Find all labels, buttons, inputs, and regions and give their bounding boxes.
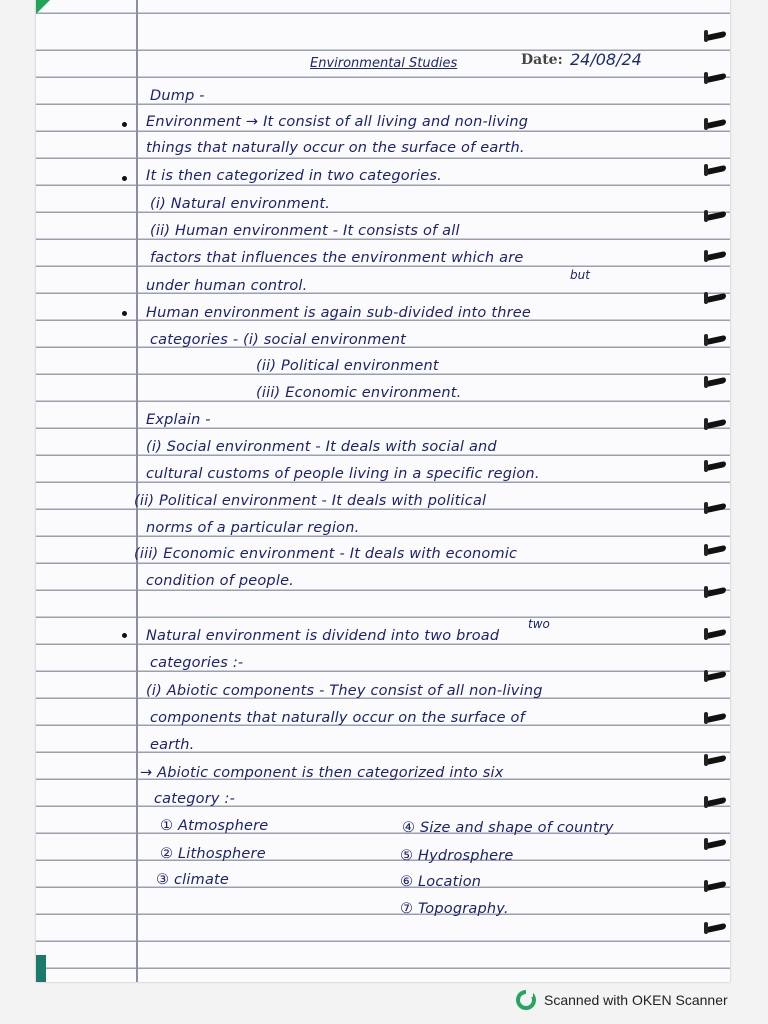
spiral-ring-icon bbox=[704, 30, 726, 42]
note-line: under human control. bbox=[146, 278, 308, 294]
note-line: (i) Social environment - It deals with social and bbox=[146, 439, 497, 455]
spiral-ring-icon bbox=[704, 754, 726, 766]
spiral-ring-icon bbox=[704, 796, 726, 808]
spiral-ring-icon bbox=[704, 334, 726, 346]
note-line: norms of a particular region. bbox=[146, 520, 360, 536]
note-line: condition of people. bbox=[146, 573, 294, 589]
note-line: Human environment is again sub-divided into three bbox=[146, 305, 531, 321]
spiral-ring-icon bbox=[704, 712, 726, 724]
spiral-ring-icon bbox=[704, 292, 726, 304]
spiral-ring-icon bbox=[704, 118, 726, 130]
category-item: ③ climate bbox=[156, 872, 230, 888]
category-item: ⑦ Topography. bbox=[400, 901, 509, 917]
category-item: ② Lithosphere bbox=[160, 846, 266, 862]
note-line: categories - (i) social environment bbox=[150, 332, 407, 348]
margin-line bbox=[136, 0, 138, 982]
spiral-ring-icon bbox=[704, 670, 726, 682]
date-label: Date: bbox=[521, 52, 563, 68]
note-line: cultural customs of people living in a specific region. bbox=[146, 466, 540, 482]
note-line: (ii) Political environment bbox=[256, 358, 439, 374]
spiral-ring-icon bbox=[704, 628, 726, 640]
green-corner-decoration bbox=[36, 0, 50, 14]
note-line: category :- bbox=[154, 791, 236, 807]
spiral-ring-icon bbox=[704, 418, 726, 430]
note-line: Explain - bbox=[146, 412, 211, 428]
note-line: earth. bbox=[150, 737, 195, 753]
note-line: (i) Abiotic components - They consist of all non-living bbox=[146, 683, 543, 699]
spiral-ring-icon bbox=[704, 164, 726, 176]
note-line: (iii) Economic environment. bbox=[256, 385, 462, 401]
bullet-icon bbox=[122, 633, 127, 638]
spiral-ring-icon bbox=[704, 460, 726, 472]
note-line: things that naturally occur on the surface of earth. bbox=[146, 140, 525, 156]
oken-scanner-logo-icon bbox=[516, 990, 536, 1010]
note-line: Dump - bbox=[150, 88, 205, 104]
category-item: ⑥ Location bbox=[400, 874, 482, 890]
teal-corner-decoration bbox=[36, 955, 46, 982]
category-item: ⑤ Hydrosphere bbox=[400, 848, 514, 864]
note-line: It is then categorized in two categories. bbox=[146, 168, 442, 184]
note-line: (ii) Political environment - It deals with political bbox=[134, 493, 487, 509]
spiral-ring-icon bbox=[704, 544, 726, 556]
spiral-ring-icon bbox=[704, 210, 726, 222]
spiral-ring-icon bbox=[704, 502, 726, 514]
spiral-ring-icon bbox=[704, 838, 726, 850]
note-line: Environment → It consist of all living and non-living bbox=[146, 114, 529, 130]
category-item: ④ Size and shape of country bbox=[402, 820, 614, 836]
date-value: 24/08/24 bbox=[570, 50, 642, 69]
category-item: ① Atmosphere bbox=[160, 818, 269, 834]
spiral-binding bbox=[704, 30, 734, 970]
bullet-icon bbox=[122, 311, 127, 316]
note-line: factors that influences the environment which are bbox=[150, 250, 524, 266]
note-line: components that naturally occur on the surface of bbox=[150, 710, 525, 726]
scanner-text: Scanned with OKEN Scanner bbox=[544, 992, 728, 1008]
note-line: → Abiotic component is then categorized into six bbox=[140, 765, 504, 781]
note-line: Natural environment is dividend into two broad bbox=[146, 628, 500, 644]
page-title: Environmental Studies bbox=[310, 56, 458, 71]
spiral-ring-icon bbox=[704, 72, 726, 84]
note-line: (i) Natural environment. bbox=[150, 196, 331, 212]
note-line: categories :- bbox=[150, 655, 244, 671]
note-line: (ii) Human environment - It consists of all bbox=[150, 223, 460, 239]
bullet-icon bbox=[122, 122, 127, 127]
spiral-ring-icon bbox=[704, 586, 726, 598]
spiral-ring-icon bbox=[704, 922, 726, 934]
spiral-ring-icon bbox=[704, 376, 726, 388]
inserted-word: but bbox=[570, 268, 590, 282]
note-line: (iii) Economic environment - It deals with economic bbox=[134, 546, 518, 562]
spiral-ring-icon bbox=[704, 880, 726, 892]
spiral-ring-icon bbox=[704, 250, 726, 262]
bullet-icon bbox=[122, 176, 127, 181]
inserted-word: two bbox=[528, 617, 550, 631]
scanner-watermark bbox=[516, 990, 728, 1010]
